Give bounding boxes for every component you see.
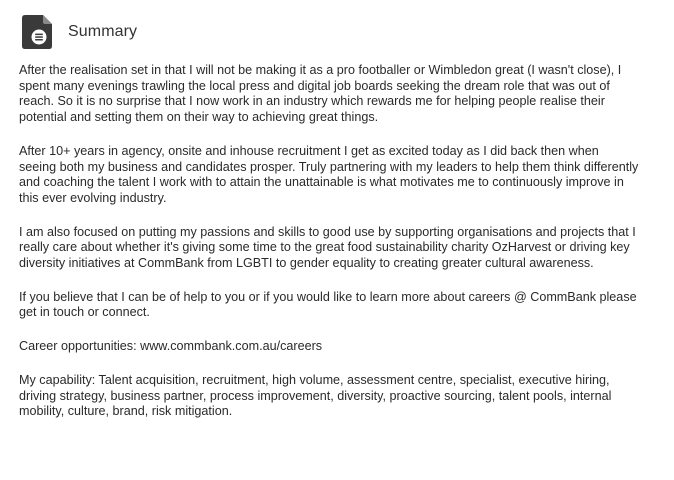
section-title: Summary [68, 23, 138, 40]
document-list-icon [22, 15, 52, 49]
summary-paragraph-experience: After 10+ years in agency, onsite and inhouse recruitment I get as excited today as I did back then when seeing both my business and candidates prosper. Truly partnering with my leaders to help them think differently and coaching the talent I work with to attain the unattainable is what motivates me to continuously improve in this ever evolving industry. [19, 143, 639, 205]
summary-paragraph-intro: After the realisation set in that I will not be making it as a pro footballer or Wimbledon great (I wasn't close), I spent many evenings trawling the local press and digital job boards seeking the dream role that was out of reach. So it is no surprise that I now work in an industry which rewards me for helping people realise their potential and setting them on their way to achieving great things. [19, 63, 622, 125]
summary-paragraph-careers: Career opportunities: www.commbank.com.au/careers [19, 339, 323, 354]
summary-paragraph-passions: I am also focused on putting my passions and skills to good use by supporting organisations and projects that I really care about whether it's giving some time to the great food sustainability charity OzHarvest or driving key diversity initiatives at CommBank from LGBTI to gender equality to creating greater cultural awareness. [19, 224, 636, 271]
summary-paragraph-capability: My capability: Talent acquisition, recruitment, high volume, assessment centre, specialist, executive hiring, driving strategy, business partner, process improvement, diversity, proactive sourcing, talent pools, internal mobility, culture, brand, risk mitigation. [19, 372, 612, 419]
summary-paragraph-contact: If you believe that I can be of help to you or if you would like to learn more about careers @ CommBank please get in touch or connect. [19, 289, 637, 320]
summary-section-header [22, 14, 137, 50]
summary-body [19, 63, 639, 438]
